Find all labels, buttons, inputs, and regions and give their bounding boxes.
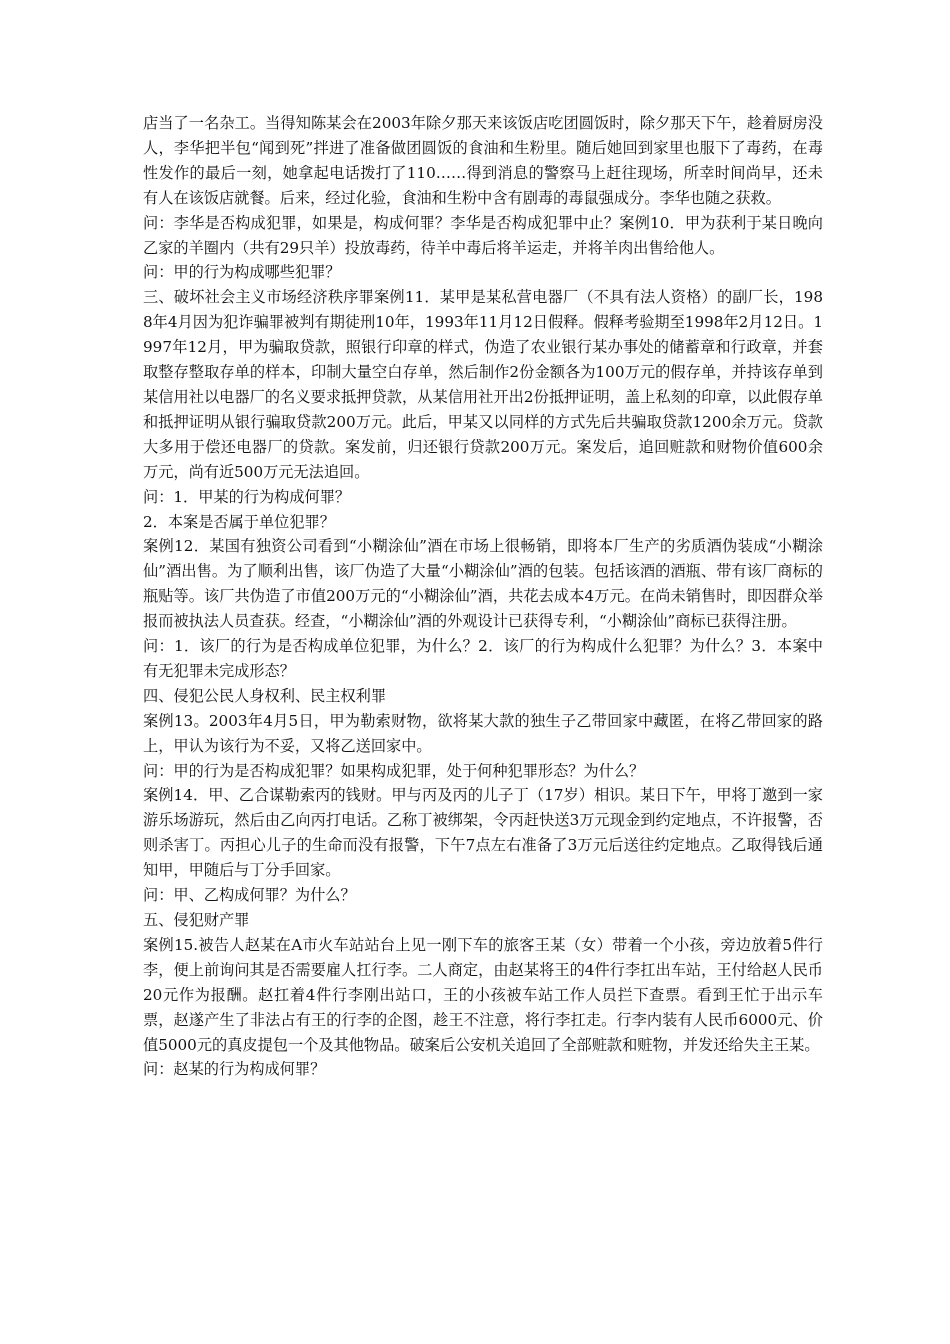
paragraph-case10-question: 问：甲的行为构成哪些犯罪？ [143, 263, 341, 282]
paragraph-case14-question: 问：甲、乙构成何罪？为什么？ [143, 886, 356, 905]
paragraph-case12-facts: 案例12．某国有独资公司看到“小糊涂仙”酒在市场上很畅销，即将本厂生产的劣质酒伪装成“小糊涂仙”酒出售。为了顺利出售，该厂伪造了大量“小糊涂仙”酒的包装。包括该酒的酒瓶、带有该厂商标的瓶贴等。该厂共伪造了市值200万元的“小糊涂仙”酒，共花去成本4万元。在尚未销售时，即因群众举报而被执法人员查获。经查，“小糊涂仙”酒的外观设计已获得专利，“小糊涂仙”商标已获得注册。 [143, 537, 823, 631]
paragraph-case9-facts: 店当了一名杂工。当得知陈某会在2003年除夕那天来该饭店吃团圆饭时，除夕那天下午，趁着厨房没人，李华把半包“闻到死”拌进了准备做团圆饭的食油和生粉里。随后她回到家里也服下了毒药，在毒性发作的最后一刻，她拿起电话拨打了110……得到消息的警察马上赶往现场，所幸时间尚早，还未有人在该饭店就餐。后来，经过化验，食油和生粉中含有剧毒的毒鼠强成分。李华也随之获救。 [143, 114, 823, 207]
paragraph-case15-question: 问：赵某的行为构成何罪？ [143, 1060, 326, 1079]
paragraph-case13-question: 问：甲的行为是否构成犯罪？如果构成犯罪，处于何种犯罪形态？为什么？ [143, 761, 645, 780]
paragraph-case15-facts: 案例15.被告人赵某在A市火车站站台上见一刚下车的旅客王某（女）带着一个小孩，旁边放着5件行李，便上前询问其是否需要雇人扛行李。二人商定，由赵某将王的4件行李扛出车站，王付给赵人民币20元作为报酬。赵扛着4件行李刚出站口，王的小孩被车站工作人员拦下查票。看到王忙于出示车票，赵遂产生了非法占有王的行李的企图，趁王不注意，将行李扛走。行李内装有人民币6000元、价值5000元的真皮提包一个及其他物品。破案后公安机关追回了全部赃款和赃物，并发还给失主王某。 [143, 935, 823, 1054]
section-heading-4: 四、侵犯公民人身权利、民主权利罪 [143, 686, 386, 705]
paragraph-case14-facts: 案例14．甲、乙合谋勒索丙的钱财。甲与丙及丙的儿子丁（17岁）相识。某日下午，甲将丁邀到一家游乐场游玩，然后由乙向丙打电话。乙称丁被绑架，令丙赶快送3万元现金到约定地点，不许报警，否则杀害丁。丙担心儿子的生命而没有报警，下午7点左右准备了3万元后送往约定地点。乙取得钱后通知甲，甲随后与丁分手回家。 [143, 786, 823, 880]
paragraph-case11-question2: 2．本案是否属于单位犯罪？ [143, 512, 335, 531]
paragraph-section3-case11: 三、破坏社会主义市场经济秩序罪案例11．某甲是某私营电器厂（不具有法人资格）的副厂长，1988年4月因为犯诈骗罪被判有期徒刑10年，1993年11月12日假释。假释考验期至1998年2月12日。1997年12月，甲为骗取贷款，照银行印章的样式，伪造了农业银行某办事处的储蓄章和行政章，并套取整存整取存单的样本，印制大量空白存单，然后制作2份金额各为100万元的假存单，并持该存单到某信用社以电器厂的名义要求抵押贷款，从某信用社开出2份抵押证明，盖上私刻的印章，以此假存单和抵押证明从银行骗取贷款200万元。此后，甲某又以同样的方式先后共骗取贷款1200余万元。贷款大多用于偿还电器厂的贷款。案发前，归还银行贷款200万元。案发后，追回赃款和财物价值600余万元，尚有近500万元无法追回。 [143, 288, 823, 481]
document-body [143, 111, 823, 1082]
paragraph-case12-questions: 问：1．该厂的行为是否构成单位犯罪，为什么？2．该厂的行为构成什么犯罪？为什么？3．本案中有无犯罪未完成形态？ [143, 637, 823, 680]
paragraph-case9-question-case10: 问：李华是否构成犯罪，如果是，构成何罪？李华是否构成犯罪中止？案例10．甲为获利于某日晚向乙家的羊圈内（共有29只羊）投放毒药，待羊中毒后将羊运走，并将羊肉出售给他人。 [143, 213, 823, 257]
section-heading-5: 五、侵犯财产罪 [143, 911, 250, 929]
paragraph-case11-question1: 问：1．甲某的行为构成何罪？ [143, 487, 351, 506]
paragraph-case13-facts: 案例13。2003年4月5日，甲为勒索财物，欲将某大款的独生子乙带回家中藏匿，在将乙带回家的路上，甲认为该行为不妥，又将乙送回家中。 [143, 711, 823, 755]
